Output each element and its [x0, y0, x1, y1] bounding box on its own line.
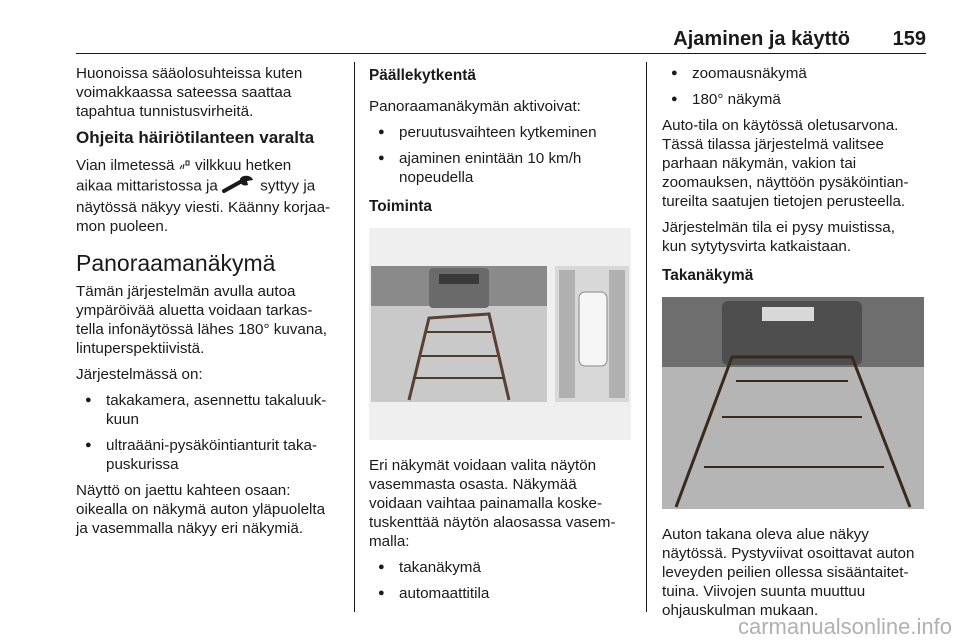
activation-list — [369, 123, 637, 187]
parking-sensor-icon — [179, 156, 191, 175]
activation-heading: Päällekytkentä — [369, 67, 476, 84]
rear-view-paragraph: Auton takana oleva alue näkyy näytössä. Pystyviivat osoittavat auton leveyden peilien ollessa sisääntaitet- tuina. Viivojen suunta muuttuu ohjauskulman mukaan. — [662, 526, 915, 619]
section-title: Ajaminen ja käyttö — [673, 28, 850, 50]
system-list — [76, 391, 344, 474]
column-3 — [662, 64, 930, 627]
function-heading: Toiminta — [369, 198, 432, 215]
split-paragraph: Näyttö on jaettu kahteen osaan: oikealla on näkymä auton yläpuolelta ja vasemmalla näkyy eri näkymiä. — [76, 482, 326, 538]
rear-view-heading: Takanäkymä — [662, 267, 754, 284]
list-item: ● takanäkymä — [369, 558, 637, 577]
panorama-description: Tämän järjestelmän avulla autoa ympäröivää aluetta voidaan tarkas- tella infonäytössä lähes 180° kuvana, lintuperspektiivistä. — [76, 283, 327, 358]
list-item: ● 180° näkymä — [662, 90, 930, 109]
header-rule — [76, 53, 926, 54]
list-item: ● zoomausnäkymä — [662, 64, 930, 83]
list-item: ● automaattitila — [369, 584, 637, 603]
views-paragraph: Eri näkymät voidaan valita näytön vasemmasta osasta. Näkymää voidaan vaihtaa painamalla koske- tuskenttää näytön alaosassa vasem- malla: — [369, 457, 616, 550]
column-2 — [369, 64, 637, 610]
list-item: ● takakamera, asennettu takaluuk- kuun — [76, 391, 344, 429]
rear-camera-image — [662, 297, 924, 509]
fault-paragraph: Vian ilmetessä vilkkuu hetken aikaa mittaristossa ja syttyy ja näytössä näkyy viesti. Käänny korjaa- mon puoleen. — [76, 157, 331, 236]
panorama-heading: Panoraamanäkymä — [76, 250, 276, 277]
column-divider-2 — [646, 62, 647, 612]
watermark: carmanualsonline.info — [737, 614, 952, 639]
column-1 — [76, 64, 344, 545]
list-item: ● ultraääni-pysäköintianturit taka- puskurissa — [76, 436, 344, 474]
page-number: 159 — [892, 28, 926, 50]
fault-heading: Ohjeita häiriötilanteen varalta — [76, 128, 315, 147]
system-label: Järjestelmässä on: — [76, 366, 203, 384]
page-header — [76, 28, 926, 50]
auto-mode-paragraph: Auto-tila on käytössä oletusarvona. Tässä tilassa järjestelmä valitsee parhaan näkymän, vakion tai zoomauksen, näyttöön pysäköintian- tureilta saatujen tietojen perusteella. — [662, 117, 909, 210]
activation-label: Panoraamanäkymän aktivoivat: — [369, 98, 581, 115]
panorama-display-image — [369, 228, 631, 440]
wrench-icon — [222, 175, 256, 198]
views-list — [369, 558, 637, 603]
column-divider-1 — [354, 62, 355, 612]
views-list-continued — [662, 64, 930, 109]
memory-paragraph: Järjestelmän tila ei pysy muistissa, kun sytytysvirta katkaistaan. — [662, 219, 895, 255]
list-item: ● peruutusvaihteen kytkeminen — [369, 123, 637, 142]
weather-paragraph: Huonoissa sääolosuhteissa kuten voimakkaassa sateessa saattaa tapahtua tunnistusvirheitä. — [76, 65, 303, 120]
list-item: ● ajaminen enintään 10 km/h nopeudella — [369, 149, 637, 187]
